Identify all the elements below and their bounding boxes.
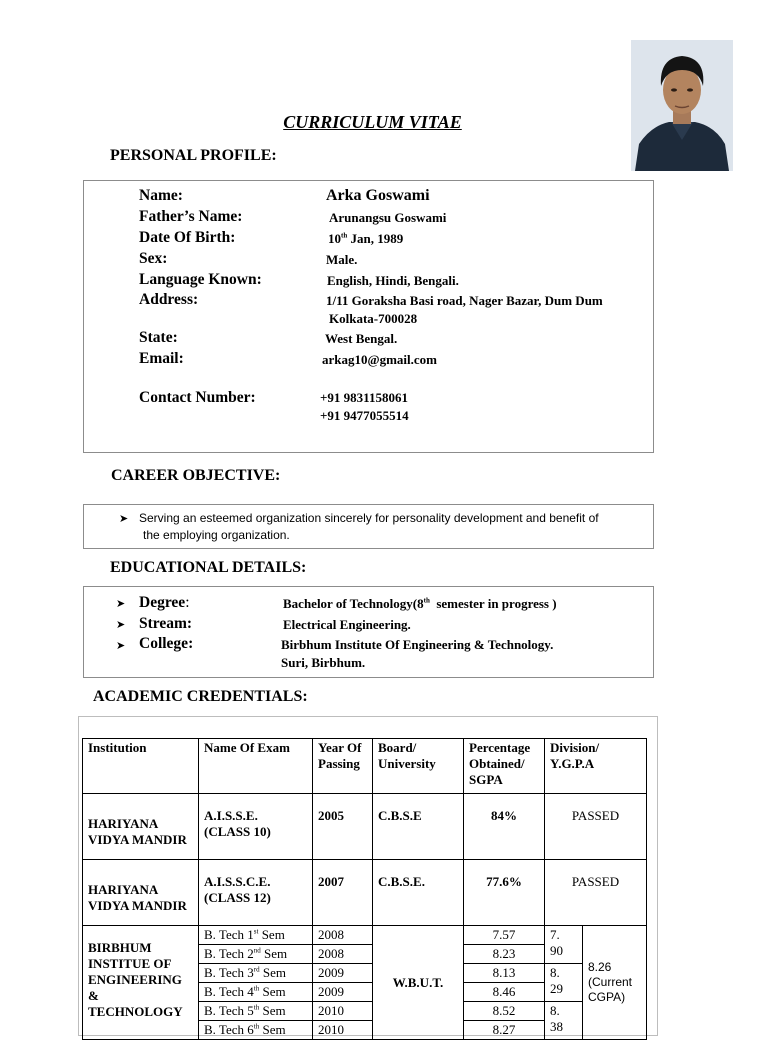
exam-cell: A.I.S.S.E. (CLASS 10) xyxy=(199,794,313,860)
sem-year-cell: 2010 xyxy=(313,1002,373,1021)
header-percentage: Percentage Obtained/ SGPA xyxy=(464,739,545,794)
sex-value: Male. xyxy=(326,252,358,267)
sem-year-cell: 2009 xyxy=(313,983,373,1002)
bullet-arrow-icon: ➤ xyxy=(119,513,129,525)
sem-cell: B. Tech 5th Sem xyxy=(199,1002,313,1021)
personal-profile-heading: PERSONAL PROFILE: xyxy=(110,147,277,164)
percentage-cell: 77.6% xyxy=(464,860,545,926)
year-cell: 2005 xyxy=(313,794,373,860)
sgpa-cell: 8.13 xyxy=(464,964,545,983)
bullet-arrow-icon: ➤ xyxy=(116,598,126,610)
educational-details-heading: EDUCATIONAL DETAILS: xyxy=(110,559,307,576)
ygpa-cell: 8. 38 xyxy=(545,1002,583,1040)
sgpa-cell: 8.52 xyxy=(464,1002,545,1021)
state-label: State: xyxy=(139,329,178,346)
sem-cell: B. Tech 1st Sem xyxy=(199,926,313,945)
email-label: Email: xyxy=(139,350,184,367)
ygpa-cell: 7. 90 xyxy=(545,926,583,964)
page-title: CURRICULUM VITAE xyxy=(283,112,462,132)
address-line2: Kolkata-700028 xyxy=(329,311,418,326)
state-value: West Bengal. xyxy=(325,331,398,346)
sem-year-cell: 2010 xyxy=(313,1021,373,1040)
table-row xyxy=(83,860,647,926)
college-line2: Suri, Birbhum. xyxy=(281,655,366,670)
address-label: Address: xyxy=(139,291,199,308)
header-division: Division/ Y.G.P.A xyxy=(545,739,647,794)
phone-2: +91 9477055514 xyxy=(320,408,409,423)
email-value: arkag10@gmail.com xyxy=(322,352,437,367)
career-objective-heading: CAREER OBJECTIVE: xyxy=(111,467,281,484)
stream-label: Stream: xyxy=(139,615,193,632)
phone-1: +91 9831158061 xyxy=(320,390,408,405)
bullet-arrow-icon: ➤ xyxy=(116,619,126,631)
address-line1: 1/11 Goraksha Basi road, Nager Bazar, Dum Dum xyxy=(326,293,603,308)
table-row xyxy=(83,926,647,945)
dob-label: Date Of Birth: xyxy=(139,229,236,246)
btech-board-cell: W.B.U.T. xyxy=(373,926,464,1040)
percentage-cell: 84% xyxy=(464,794,545,860)
header-exam: Name Of Exam xyxy=(199,739,313,794)
language-value: English, Hindi, Bengali. xyxy=(327,273,459,288)
institution-cell: HARIYANA VIDYA MANDIR xyxy=(83,794,199,860)
table-header-row xyxy=(83,739,647,794)
sem-year-cell: 2008 xyxy=(313,945,373,964)
year-cell: 2007 xyxy=(313,860,373,926)
person-photo-icon xyxy=(631,40,733,171)
stream-value: Electrical Engineering. xyxy=(283,617,411,632)
sgpa-cell: 8.23 xyxy=(464,945,545,964)
sgpa-cell: 8.46 xyxy=(464,983,545,1002)
header-board: Board/ University xyxy=(373,739,464,794)
profile-photo xyxy=(631,40,733,171)
college-label: College: xyxy=(139,635,194,652)
sem-cell: B. Tech 6th Sem xyxy=(199,1021,313,1040)
academic-credentials-heading: ACADEMIC CREDENTIALS: xyxy=(93,688,308,705)
dob-value: 10th Jan, 1989 xyxy=(328,231,404,246)
objective-line1: Serving an esteemed organization sincerely for personality development and benefit of xyxy=(139,511,599,525)
institution-cell: HARIYANA VIDYA MANDIR xyxy=(83,860,199,926)
contact-label: Contact Number: xyxy=(139,389,256,406)
sex-label: Sex: xyxy=(139,250,168,267)
sem-cell: B. Tech 2nd Sem xyxy=(199,945,313,964)
board-cell: C.B.S.E xyxy=(373,794,464,860)
sgpa-cell: 8.27 xyxy=(464,1021,545,1040)
father-label: Father’s Name: xyxy=(139,208,243,225)
sem-year-cell: 2008 xyxy=(313,926,373,945)
ygpa-cell: 8. 29 xyxy=(545,964,583,1002)
table-row xyxy=(83,794,647,860)
cgpa-cell: 8.26 (Current CGPA) xyxy=(583,926,647,1040)
name-label: Name: xyxy=(139,187,183,204)
header-year: Year Of Passing xyxy=(313,739,373,794)
college-line1: Birbhum Institute Of Engineering & Technology. xyxy=(281,637,554,652)
objective-line2: the employing organization. xyxy=(143,528,290,542)
degree-label: Degree: xyxy=(139,594,190,611)
name-value: Arka Goswami xyxy=(326,187,430,204)
exam-cell: A.I.S.S.C.E. (CLASS 12) xyxy=(199,860,313,926)
btech-institution-cell: BIRBHUM INSTITUE OF ENGINEERING & TECHNOLOGY xyxy=(83,926,199,1040)
header-institution: Institution xyxy=(83,739,199,794)
sem-year-cell: 2009 xyxy=(313,964,373,983)
degree-value: Bachelor of Technology(8th semester in progress ) xyxy=(283,596,557,611)
father-value: Arunangsu Goswami xyxy=(329,210,447,225)
division-cell: PASSED xyxy=(545,860,647,926)
academic-table xyxy=(82,738,647,1040)
board-cell: C.B.S.E. xyxy=(373,860,464,926)
sem-cell: B. Tech 4th Sem xyxy=(199,983,313,1002)
division-cell: PASSED xyxy=(545,794,647,860)
sem-cell: B. Tech 3rd Sem xyxy=(199,964,313,983)
sgpa-cell: 7.57 xyxy=(464,926,545,945)
language-label: Language Known: xyxy=(139,271,262,288)
bullet-arrow-icon: ➤ xyxy=(116,640,126,652)
